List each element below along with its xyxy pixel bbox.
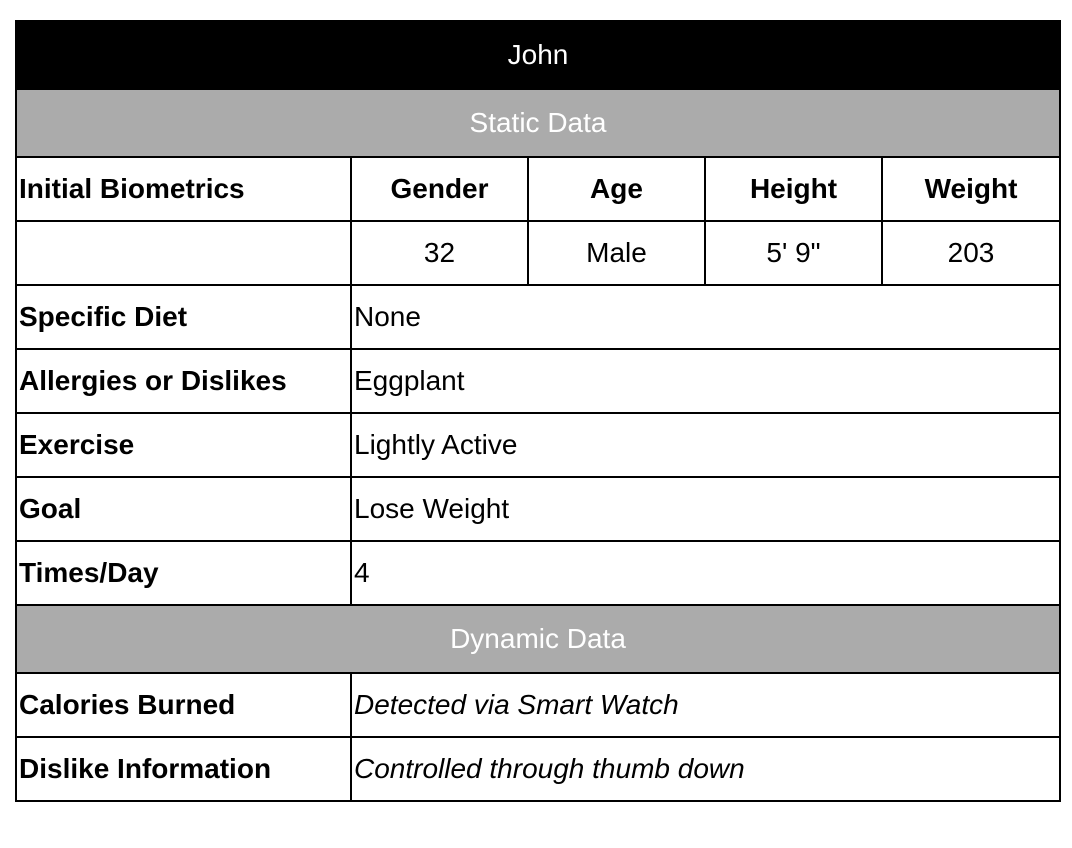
table-row bbox=[16, 737, 1060, 801]
dynamic-section-row bbox=[16, 605, 1060, 673]
biometrics-header-row bbox=[16, 157, 1060, 221]
row-value-dislike-information: Controlled through thumb down bbox=[351, 737, 1060, 801]
table-row bbox=[16, 673, 1060, 737]
biometric-value-age: Male bbox=[528, 221, 705, 285]
dynamic-data-header: Dynamic Data bbox=[16, 605, 1060, 673]
table-row bbox=[16, 413, 1060, 477]
biometrics-label: Initial Biometrics bbox=[16, 157, 351, 221]
row-label-dislike-information: Dislike Information bbox=[16, 737, 351, 801]
profile-table bbox=[15, 20, 1061, 802]
row-value-specific-diet: None bbox=[351, 285, 1060, 349]
table-row bbox=[16, 285, 1060, 349]
static-data-header: Static Data bbox=[16, 89, 1060, 157]
title-row bbox=[16, 21, 1060, 89]
row-value-times-per-day: 4 bbox=[351, 541, 1060, 605]
biometric-value-height: 5' 9" bbox=[705, 221, 882, 285]
table-row bbox=[16, 349, 1060, 413]
table-row bbox=[16, 477, 1060, 541]
row-label-times-per-day: Times/Day bbox=[16, 541, 351, 605]
row-label-exercise: Exercise bbox=[16, 413, 351, 477]
row-label-calories-burned: Calories Burned bbox=[16, 673, 351, 737]
row-label-specific-diet: Specific Diet bbox=[16, 285, 351, 349]
biometric-value-gender: 32 bbox=[351, 221, 528, 285]
static-section-row bbox=[16, 89, 1060, 157]
biometric-value-weight: 203 bbox=[882, 221, 1060, 285]
row-label-goal: Goal bbox=[16, 477, 351, 541]
row-value-goal: Lose Weight bbox=[351, 477, 1060, 541]
row-value-calories-burned: Detected via Smart Watch bbox=[351, 673, 1060, 737]
table-row bbox=[16, 541, 1060, 605]
row-value-exercise: Lightly Active bbox=[351, 413, 1060, 477]
row-value-allergies: Eggplant bbox=[351, 349, 1060, 413]
column-header-height: Height bbox=[705, 157, 882, 221]
column-header-age: Age bbox=[528, 157, 705, 221]
row-label-allergies: Allergies or Dislikes bbox=[16, 349, 351, 413]
biometrics-values-row bbox=[16, 221, 1060, 285]
column-header-gender: Gender bbox=[351, 157, 528, 221]
empty-cell bbox=[16, 221, 351, 285]
profile-name: John bbox=[16, 21, 1060, 89]
column-header-weight: Weight bbox=[882, 157, 1060, 221]
